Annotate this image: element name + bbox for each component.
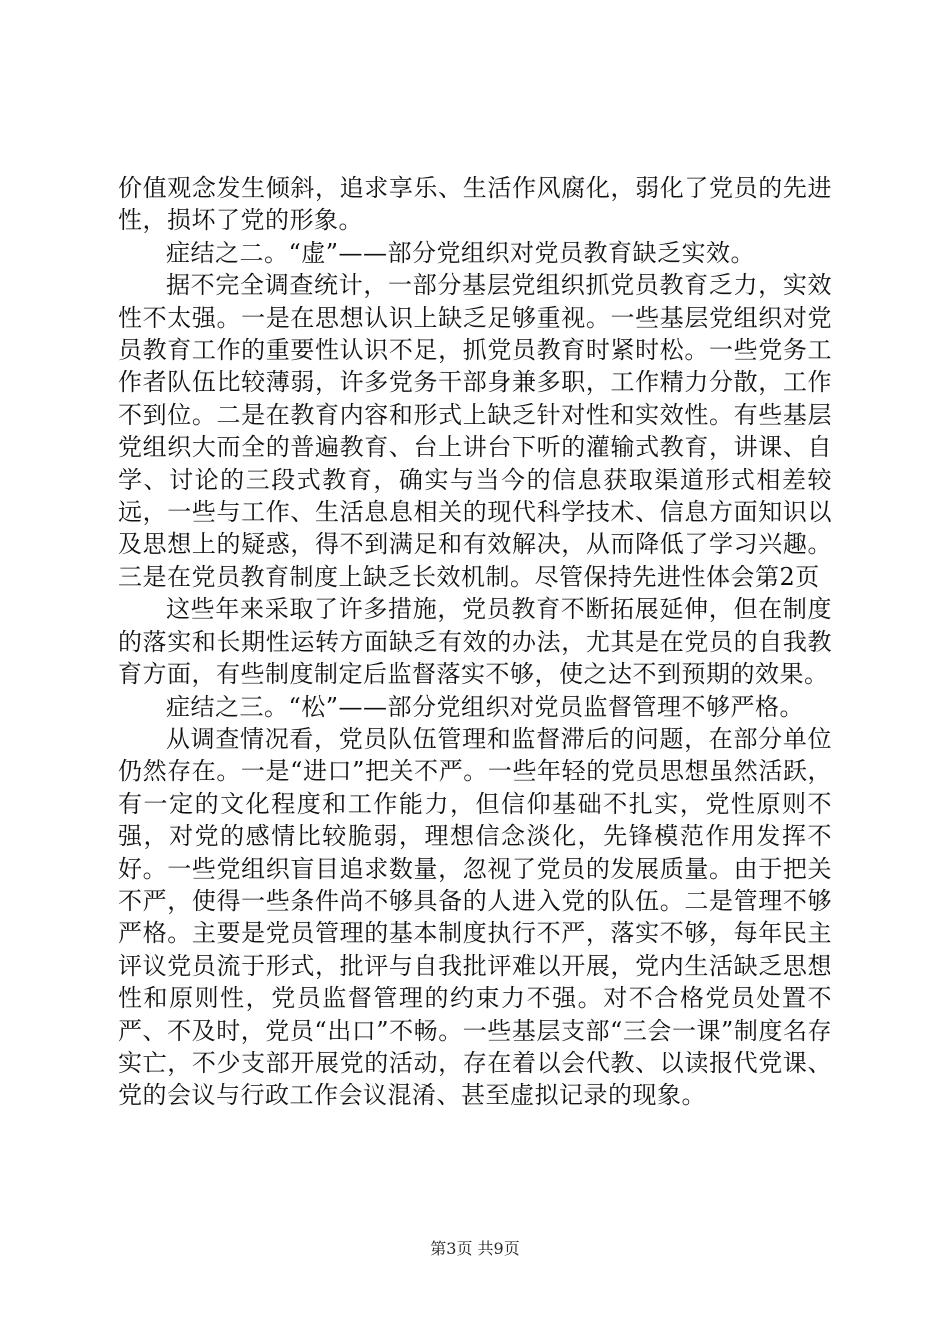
document-body: [118, 172, 832, 1112]
paragraph-education-measures: 这些年来采取了许多措施，党员教育不断拓展延伸，但在制度的落实和长期性运转方面缺乏有效的办法，尤其是在党员的自我教育方面，有些制度制定后监督落实不够，使之达不到预期的效果。: [118, 595, 832, 689]
page-number-footer: 第3页 共9页: [430, 1239, 520, 1258]
paragraph-heading-symptom-three: 症结之三。“松”——部分党组织对党员监督管理不够严格。: [166, 692, 805, 721]
paragraph-heading-symptom-two: 症结之二。“虚”——部分党组织对党员教育缺乏实效。: [166, 238, 756, 267]
paragraph-continuation: 价值观念发生倾斜，追求享乐、生活作风腐化，弱化了党员的先进性，损坏了党的形象。: [118, 174, 832, 235]
paragraph-supervision-lax: 从调查情况看，党员队伍管理和监督滞后的问题，在部分单位仍然存在。一是“进口”把关不严。一些年轻的党员思想虽然活跃，有一定的文化程度和工作能力，但信仰基础不扎实，党性原则不强，对党的感情比较脆弱，理想信念淡化，先锋模范作用发挥不好。一些党组织盲目追求数量，忽视了党员的发展质量。由于把关不严，使得一些条件尚不够具备的人进入党的队伍。二是管理不够严格。主要是党员管理的基本制度执行不严，落实不够，每年民主评议党员流于形式，批评与自我批评难以开展，党内生活缺乏思想性和原则性，党员监督管理的约束力不强。对不合格党员处置不严、不及时，党员“出口”不畅。一些基层支部“三会一课”制度名存实亡，不少支部开展党的活动，存在着以会代教、以读报代党课、党的会议与行政工作会议混淆、甚至虚拟记录的现象。: [118, 724, 832, 1110]
paragraph-education-ineffective: 据不完全调查统计，一部分基层党组织抓党员教育乏力，实效性不太强。一是在思想认识上缺乏足够重视。一些基层党组织对党员教育工作的重要性认识不足，抓党员教育时紧时松。一些党务工作者队伍比较薄弱，许多党务干部身兼多职，工作精力分散，工作不到位。二是在教育内容和形式上缺乏针对性和实效性。有些基层党组织大而全的普遍教育、台上讲台下听的灌输式教育，讲课、自学、讨论的三段式教育，确实与当今的信息获取渠道形式相差较远，一些与工作、生活息息相关的现代科学技术、信息方面知识以及思想上的疑惑，得不到满足和有效解决，从而降低了学习兴趣。三是在党员教育制度上缺乏长效机制。尽管保持先进性体会第2页: [118, 271, 832, 591]
